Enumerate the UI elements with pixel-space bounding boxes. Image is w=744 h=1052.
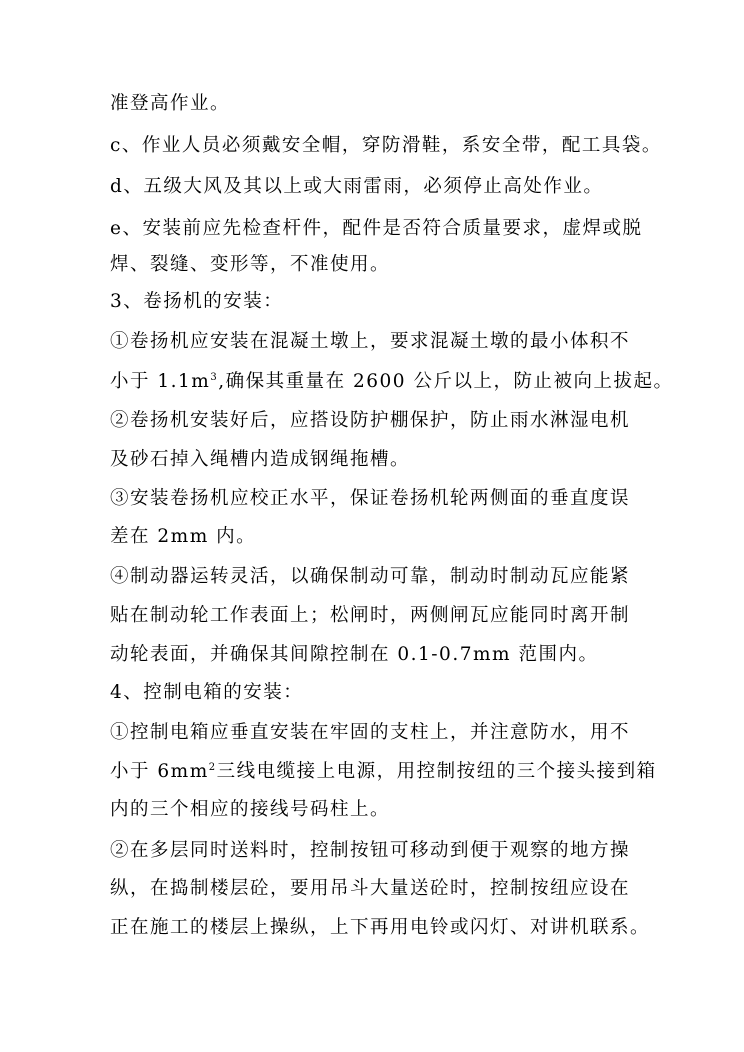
- text-segment: ,确保其重量在 2600 公斤以上，防止被向上拔起。: [218, 371, 674, 392]
- text-line: ②在多层同时送料时，控制按钮可移动到便于观察的地方操: [110, 840, 631, 861]
- text-line: ①控制电箱应垂直安装在牢固的支柱上，并注意防水，用不: [110, 722, 631, 743]
- text-line: c、作业人员必须戴安全帽，穿防滑鞋，系安全带，配工具袋。: [110, 135, 662, 156]
- text-line: 正在施工的楼层上操纵，上下再用电铃或闪灯、对讲机联系。: [110, 917, 651, 938]
- text-line: 动轮表面，并确保其间隙控制在 0.1-0.7mm 范围内。: [110, 644, 599, 665]
- superscript: 3: [210, 372, 219, 383]
- text-line: 差在 2mm 内。: [110, 526, 257, 547]
- text-line: ④制动器运转灵活，以确保制动可靠，制动时制动瓦应能紧: [110, 566, 631, 587]
- text-line: 内的三个相应的接线号码柱上。: [110, 799, 391, 820]
- text-line: e、安装前应先检查杆件，配件是否符合质量要求，虚焊或脱: [110, 218, 643, 239]
- text-line: ①卷扬机应安装在混凝土墩上，要求混凝土墩的最小体积不: [110, 331, 631, 352]
- text-segment: 小于 6mm: [110, 761, 209, 782]
- text-segment: 小于 1.1m: [110, 371, 211, 392]
- text-segment: 三线电缆接上电源，用控制按纽的三个接头接到箱: [216, 761, 657, 782]
- text-line: 贴在制动轮工作表面上；松闸时，两侧闸瓦应能同时离开制: [110, 605, 631, 626]
- text-line: 纵，在捣制楼层砼，要用吊斗大量送砼时，控制按纽应设在: [110, 878, 631, 899]
- superscript: 2: [208, 762, 217, 773]
- text-line: [110, 759, 710, 785]
- text-line: [110, 369, 710, 395]
- text-line: ②卷扬机安装好后，应搭设防护棚保护，防止雨水淋湿电机: [110, 410, 631, 431]
- text-line: 准登高作业。: [110, 93, 231, 114]
- text-line: 及砂石掉入绳槽内造成钢绳拖槽。: [110, 449, 411, 470]
- text-line: d、五级大风及其以上或大雨雷雨，必须停止高处作业。: [110, 176, 604, 197]
- text-line: ③安装卷扬机应校正水平，保证卷扬机轮两侧面的垂直度误: [110, 488, 631, 509]
- section-heading: 3、卷扬机的安装：: [110, 291, 284, 312]
- text-line: 焊、裂缝、变形等，不准使用。: [110, 254, 391, 275]
- section-heading: 4、控制电箱的安装：: [110, 682, 304, 703]
